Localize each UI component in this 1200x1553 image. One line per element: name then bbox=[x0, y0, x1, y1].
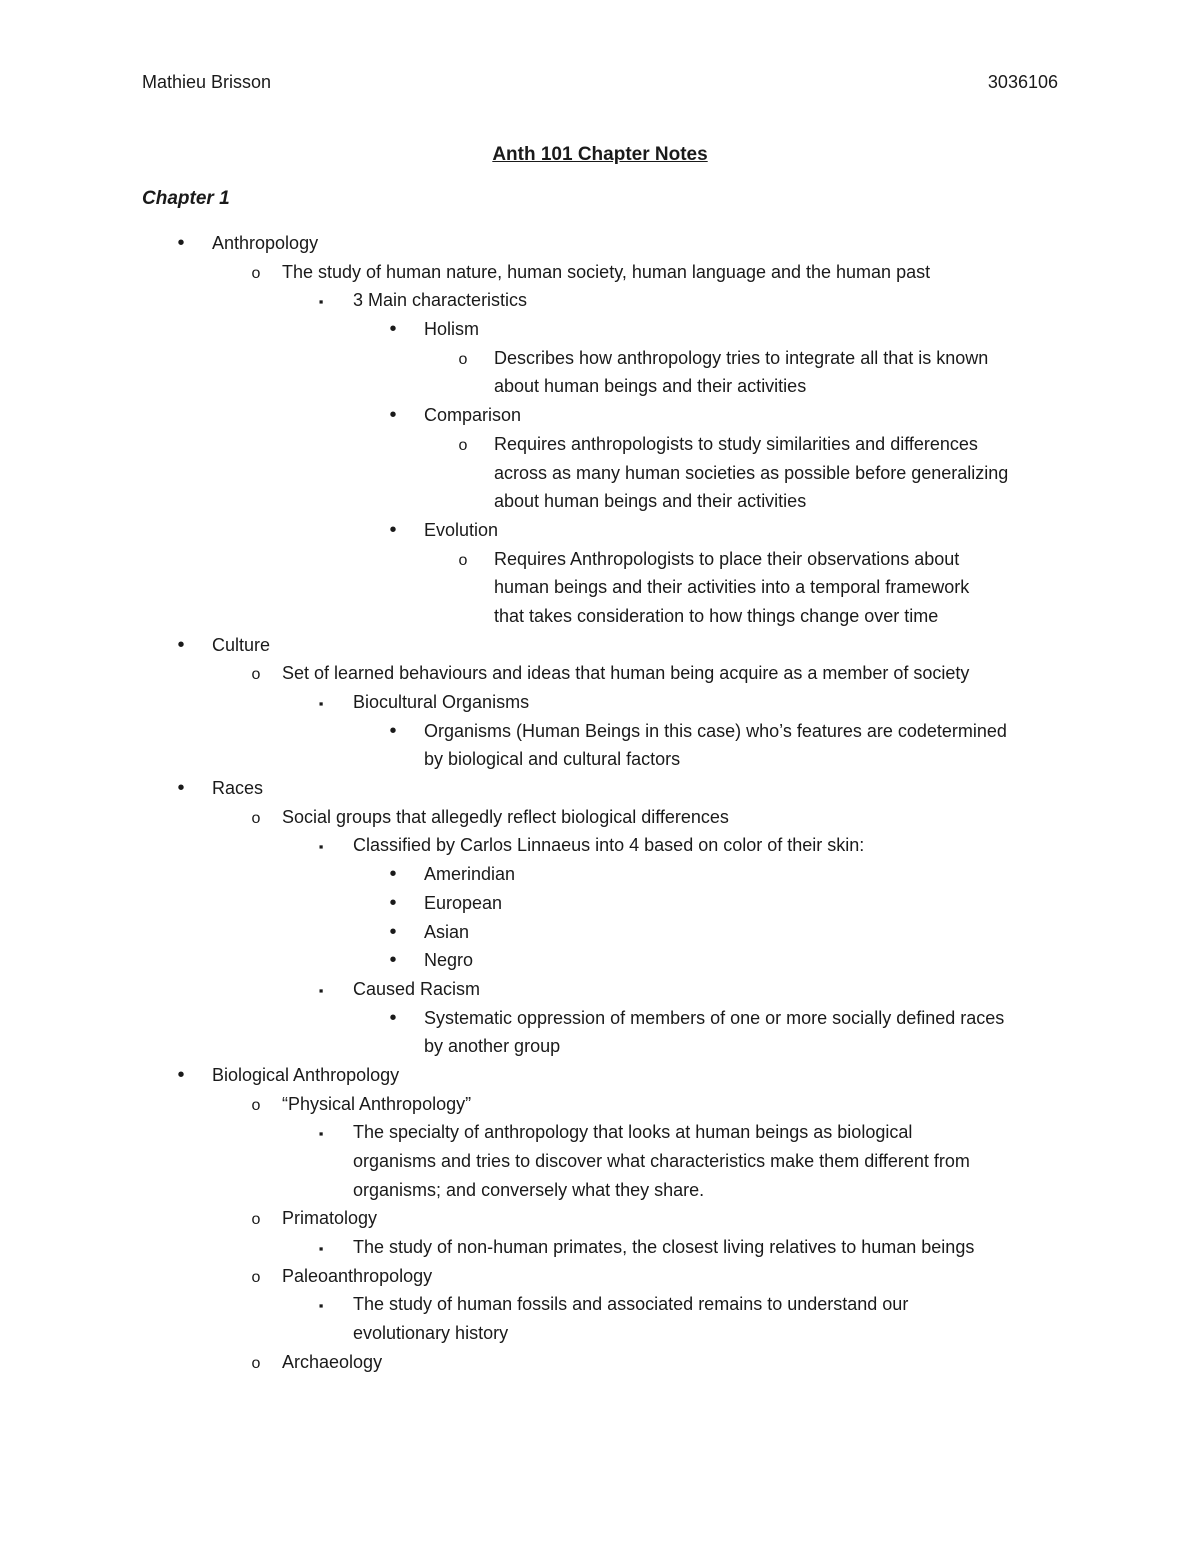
outline-item-text: The study of human nature, human society, human language and the human past bbox=[282, 261, 931, 282]
outline-item bbox=[0, 1061, 1200, 1090]
bullet-dot-icon bbox=[383, 918, 403, 947]
outline-item bbox=[0, 946, 1200, 975]
outline-item bbox=[0, 745, 1200, 774]
bullet-dot-icon bbox=[383, 946, 403, 975]
bullet-circle-icon bbox=[246, 1348, 266, 1379]
outline-item-text: Classified by Carlos Linnaeus into 4 based on color of their skin: bbox=[353, 835, 865, 856]
outline-item bbox=[0, 1262, 1200, 1291]
outline-item bbox=[0, 401, 1200, 430]
outline-item-text: Set of learned behaviours and ideas that human being acquire as a member of society bbox=[282, 663, 970, 684]
outline-item bbox=[0, 545, 1200, 574]
outline-item-text: Primatology bbox=[282, 1208, 378, 1229]
outline-item-text: Comparison bbox=[424, 405, 522, 426]
bullet-dot-icon bbox=[383, 315, 403, 344]
bullet-dot-icon bbox=[171, 1061, 191, 1090]
outline-item-text: The specialty of anthropology that looks at human beings as biological bbox=[353, 1122, 913, 1143]
bullet-dot-icon bbox=[383, 516, 403, 545]
bullet-circle-icon bbox=[246, 258, 266, 289]
author-name: Mathieu Brisson bbox=[142, 72, 272, 92]
bullet-square-icon bbox=[311, 1290, 331, 1321]
outline-item bbox=[0, 688, 1200, 717]
outline-item-text: Social groups that allegedly reflect biological differences bbox=[282, 806, 729, 827]
outline-item-text: Requires anthropologists to study similarities and differences bbox=[494, 433, 978, 454]
chapter-heading: Chapter 1 bbox=[142, 188, 230, 209]
bullet-circle-icon bbox=[246, 1090, 266, 1121]
bullet-square-icon bbox=[311, 1233, 331, 1264]
student-id: 3036106 bbox=[987, 72, 1058, 92]
outline-item bbox=[0, 1348, 1200, 1377]
outline-item bbox=[0, 774, 1200, 803]
outline-item bbox=[0, 975, 1200, 1004]
outline-item bbox=[0, 286, 1200, 315]
outline-item bbox=[0, 315, 1200, 344]
outline-item-text: by biological and cultural factors bbox=[424, 749, 681, 770]
outline-item-text: that takes consideration to how things change over time bbox=[494, 605, 939, 626]
document-title: Anth 101 Chapter Notes bbox=[492, 144, 708, 165]
bullet-circle-icon bbox=[246, 1262, 266, 1293]
outline-item bbox=[0, 1319, 1200, 1348]
outline-item bbox=[0, 717, 1200, 746]
outline-item bbox=[0, 229, 1200, 258]
bullet-circle-icon bbox=[246, 803, 266, 834]
bullet-dot-icon bbox=[171, 774, 191, 803]
bullet-square-icon bbox=[311, 1118, 331, 1149]
bullet-square-icon bbox=[311, 688, 331, 719]
outline-item bbox=[0, 344, 1200, 373]
bullet-dot-icon bbox=[383, 860, 403, 889]
outline-item bbox=[0, 258, 1200, 287]
outline-item bbox=[0, 1118, 1200, 1147]
outline-item-text: Races bbox=[212, 778, 264, 799]
bullet-circle-icon bbox=[453, 545, 473, 576]
outline-item bbox=[0, 659, 1200, 688]
outline-item-text: organisms and tries to discover what characteristics make them different from bbox=[353, 1151, 970, 1171]
outline-item-text: Organisms (Human Beings in this case) who’s features are codetermined bbox=[424, 720, 1007, 741]
bullet-circle-icon bbox=[246, 1204, 266, 1235]
outline-item-text: Holism bbox=[424, 319, 480, 340]
bullet-dot-icon bbox=[383, 1004, 403, 1033]
outline-item-text: about human beings and their activities bbox=[494, 491, 807, 512]
bullet-square-icon bbox=[311, 286, 331, 317]
bullet-square-icon bbox=[311, 975, 331, 1006]
outline-item-text: Amerindian bbox=[424, 864, 516, 885]
outline-item-text: Evolution bbox=[424, 519, 499, 540]
outline-item bbox=[0, 631, 1200, 660]
outline-item bbox=[0, 487, 1200, 516]
outline-item-text: Archaeology bbox=[282, 1351, 383, 1372]
bullet-circle-icon bbox=[453, 430, 473, 461]
bullet-circle-icon bbox=[453, 344, 473, 375]
bullet-square-icon bbox=[311, 831, 331, 862]
outline-item-text: organisms; and conversely what they share. bbox=[353, 1179, 705, 1200]
outline-item bbox=[0, 918, 1200, 947]
outline-item-text: The study of non-human primates, the closest living relatives to human beings bbox=[353, 1237, 975, 1258]
outline-item-text: Asian bbox=[424, 921, 470, 942]
outline-item bbox=[0, 516, 1200, 545]
outline-item-text: human beings and their activities into a temporal framework bbox=[494, 577, 970, 598]
outline-item bbox=[0, 831, 1200, 860]
outline-item-text: Biological Anthropology bbox=[212, 1064, 400, 1085]
outline-item-text: Negro bbox=[424, 950, 474, 971]
outline-item bbox=[0, 573, 1200, 602]
outline-item-text: 3 Main characteristics bbox=[353, 290, 528, 311]
bullet-dot-icon bbox=[383, 889, 403, 918]
outline-item-text: Paleoanthropology bbox=[282, 1265, 433, 1286]
outline-item bbox=[0, 1176, 1200, 1205]
bullet-dot-icon bbox=[383, 717, 403, 746]
outline-item-text: Describes how anthropology tries to integrate all that is known bbox=[494, 347, 989, 368]
bullet-dot-icon bbox=[171, 229, 191, 258]
outline-item bbox=[0, 1090, 1200, 1119]
outline-item bbox=[0, 889, 1200, 918]
outline-item-text: evolutionary history bbox=[353, 1323, 509, 1344]
outline-item bbox=[0, 372, 1200, 401]
outline-item bbox=[0, 1147, 1200, 1176]
outline-item-text: Requires Anthropologists to place their observations about bbox=[494, 548, 960, 569]
outline-item-text: Biocultural Organisms bbox=[353, 692, 530, 712]
outline-item-text: by another group bbox=[424, 1036, 561, 1057]
outline-item bbox=[0, 459, 1200, 488]
outline-item bbox=[0, 602, 1200, 631]
outline-item-text: The study of human fossils and associated remains to understand our bbox=[353, 1294, 909, 1315]
outline-item-text: Anthropology bbox=[212, 233, 319, 253]
bullet-circle-icon bbox=[246, 659, 266, 690]
bullet-dot-icon bbox=[383, 401, 403, 430]
outline-item-text: “Physical Anthropology” bbox=[282, 1093, 472, 1114]
outline-item bbox=[0, 1004, 1200, 1033]
outline-item bbox=[0, 1032, 1200, 1061]
outline-item bbox=[0, 1290, 1200, 1319]
outline-item-text: across as many human societies as possible before generalizing bbox=[494, 462, 1009, 483]
outline-item-text: about human beings and their activities bbox=[494, 376, 807, 397]
outline-item bbox=[0, 430, 1200, 459]
outline-item bbox=[0, 1233, 1200, 1262]
outline-item bbox=[0, 803, 1200, 832]
notes-outline bbox=[0, 229, 1200, 1377]
outline-item-text: Culture bbox=[212, 634, 271, 655]
bullet-dot-icon bbox=[171, 631, 191, 660]
outline-item-text: Systematic oppression of members of one or more socially defined races bbox=[424, 1007, 1005, 1028]
outline-item bbox=[0, 1204, 1200, 1233]
outline-item-text: Caused Racism bbox=[353, 978, 481, 999]
outline-item-text: European bbox=[424, 892, 503, 913]
outline-item bbox=[0, 860, 1200, 889]
